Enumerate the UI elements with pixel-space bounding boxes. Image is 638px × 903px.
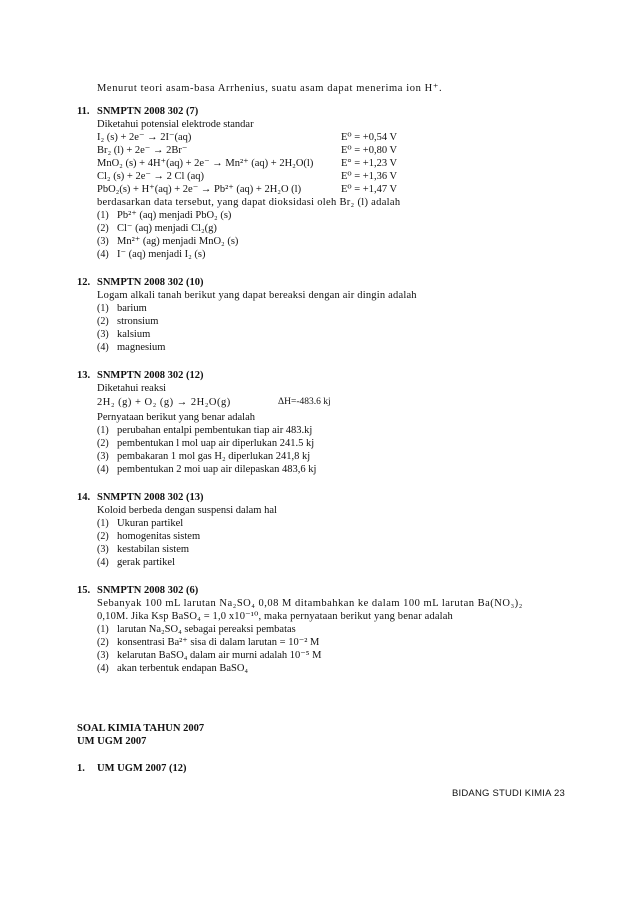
q11-option-text: Cl⁻ (aq) menjadi Cl₂(g) xyxy=(117,223,217,234)
q12-option-text: barium xyxy=(117,303,147,314)
q14-option-number: (2) xyxy=(97,531,109,542)
q15-number: 15. xyxy=(77,585,91,596)
q1-title: UM UGM 2007 (12) xyxy=(97,763,187,774)
section-subheading: UM UGM 2007 xyxy=(77,736,147,747)
q11-option-number: (1) xyxy=(97,210,109,221)
q15-option-text: kelarutan BaSO₄ dalam air murni adalah 10⁻⁵ M xyxy=(117,650,322,661)
q13-option-text: pembentukan l mol uap air diperlukan 241.5 kj xyxy=(117,438,315,449)
q13-option-number: (4) xyxy=(97,464,109,475)
q13-option-text: perubahan entalpi pembentukan tiap air 483.kj xyxy=(117,425,313,436)
q15-option-text: larutan Na₂SO₄ sebagai pereaksi pembatas xyxy=(117,624,296,635)
q15-option-number: (2) xyxy=(97,637,109,648)
q15-option-text: akan terbentuk endapan BaSO₄ xyxy=(117,663,249,674)
q12-title: SNMPTN 2008 302 (10) xyxy=(97,277,204,288)
q14-option-text: Ukuran partikel xyxy=(117,518,184,529)
q11-line: I₂ (s) + 2e⁻ → 2I⁻(aq) xyxy=(97,132,192,143)
q12-option-number: (4) xyxy=(97,342,109,353)
q15-title: SNMPTN 2008 302 (6) xyxy=(97,585,199,596)
q12-stem: Logam alkali tanah berikut yang dapat bereaksi dengan air dingin adalah xyxy=(97,290,417,301)
q11-potential: E⁰ = +1,47 V xyxy=(341,184,398,195)
q1-number: 1. xyxy=(77,763,85,774)
q13-option-text: pembakaran 1 mol gas H₂ diperlukan 241,8 kj xyxy=(117,451,311,462)
q14-option-text: homogenitas sistem xyxy=(117,531,201,542)
q11-potential: E⁰ = +0,80 V xyxy=(341,145,398,156)
q11-title: SNMPTN 2008 302 (7) xyxy=(97,106,199,117)
q14-option-text: gerak partikel xyxy=(117,557,176,568)
q14-option-number: (1) xyxy=(97,518,109,529)
q15-option-number: (1) xyxy=(97,624,109,635)
q13-title: SNMPTN 2008 302 (12) xyxy=(97,370,204,381)
q14-option-number: (3) xyxy=(97,544,109,555)
section-heading: SOAL KIMIA TAHUN 2007 xyxy=(77,723,205,734)
q14-number: 14. xyxy=(77,492,91,503)
q12-option-text: kalsium xyxy=(117,329,151,340)
page-footer: BIDANG STUDI KIMIA 23 xyxy=(452,788,565,799)
q11-potential: E⁰ = +0,54 V xyxy=(341,132,398,143)
q11-option-text: I⁻ (aq) menjadi I₂ (s) xyxy=(117,249,206,260)
q11-line: Cl₂ (s) + 2e⁻ → 2 Cl (aq) xyxy=(97,171,204,182)
q11-potential: E° = +1,23 V xyxy=(341,158,398,169)
q14-stem: Koloid berbeda dengan suspensi dalam hal xyxy=(97,505,277,516)
q12-number: 12. xyxy=(77,277,91,288)
q11-option-number: (3) xyxy=(97,236,109,247)
q11-option-text: Pb²⁺ (aq) menjadi PbO₂ (s) xyxy=(117,210,232,221)
q12-option-text: stronsium xyxy=(117,316,159,327)
q12-option-number: (1) xyxy=(97,303,109,314)
intro-line: Menurut teori asam-basa Arrhenius, suatu asam dapat menerima ion H⁺. xyxy=(97,83,443,94)
q11-line: Br₂ (l) + 2e⁻ → 2Br⁻ xyxy=(97,145,188,156)
q11-line: berdasarkan data tersebut, yang dapat dioksidasi oleh Br₂ (l) adalah xyxy=(97,197,401,208)
q15-line: Sebanyak 100 mL larutan Na₂SO₄ 0,08 M ditambahkan ke dalam 100 mL larutan Ba(NO₃)₂ xyxy=(97,598,523,609)
q15-option-number: (4) xyxy=(97,663,109,674)
q11-line: PbO₂(s) + H⁺(aq) + 2e⁻ → Pb²⁺ (aq) + 2H₂O (l) xyxy=(97,184,302,195)
q13-option-number: (1) xyxy=(97,425,109,436)
q11-option-text: Mn²⁺ (ag) menjadi MnO₂ (s) xyxy=(117,236,239,247)
q13-number: 13. xyxy=(77,370,91,381)
q12-option-number: (2) xyxy=(97,316,109,327)
q14-option-text: kestabilan sistem xyxy=(117,544,190,555)
q14-title: SNMPTN 2008 302 (13) xyxy=(97,492,204,503)
q15-option-number: (3) xyxy=(97,650,109,661)
q11-line: MnO₂ (s) + 4H⁺(aq) + 2e⁻ → Mn²⁺ (aq) + 2H₂O(l) xyxy=(97,158,314,169)
q15-option-text: konsentrasi Ba²⁺ sisa di dalam larutan = 10⁻² M xyxy=(117,637,320,648)
q11-line: Diketahui potensial elektrode standar xyxy=(97,119,254,130)
q13-option-number: (3) xyxy=(97,451,109,462)
q12-option-number: (3) xyxy=(97,329,109,340)
q13-option-text: pembentukan 2 moi uap air dilepaskan 483,6 kj xyxy=(117,464,317,475)
q13-reaction: 2H₂ (g) + O₂ (g) → 2H₂O(g) xyxy=(97,397,231,408)
q11-potential: E⁰ = +1,36 V xyxy=(341,171,398,182)
q13-enthalpy: ΔH=-483.6 kj xyxy=(278,397,331,407)
q13-line: Pernyataan berikut yang benar adalah xyxy=(97,412,256,423)
q14-option-number: (4) xyxy=(97,557,109,568)
q11-option-number: (2) xyxy=(97,223,109,234)
q13-line: Diketahui reaksi xyxy=(97,383,167,394)
q15-line: 0,10M. Jika Ksp BaSO₄ = 1,0 x10⁻¹⁰, maka pernyataan berikut yang benar adalah xyxy=(97,611,453,622)
q11-number: 11. xyxy=(77,106,90,117)
q11-option-number: (4) xyxy=(97,249,109,260)
q13-option-number: (2) xyxy=(97,438,109,449)
q12-option-text: magnesium xyxy=(117,342,166,353)
